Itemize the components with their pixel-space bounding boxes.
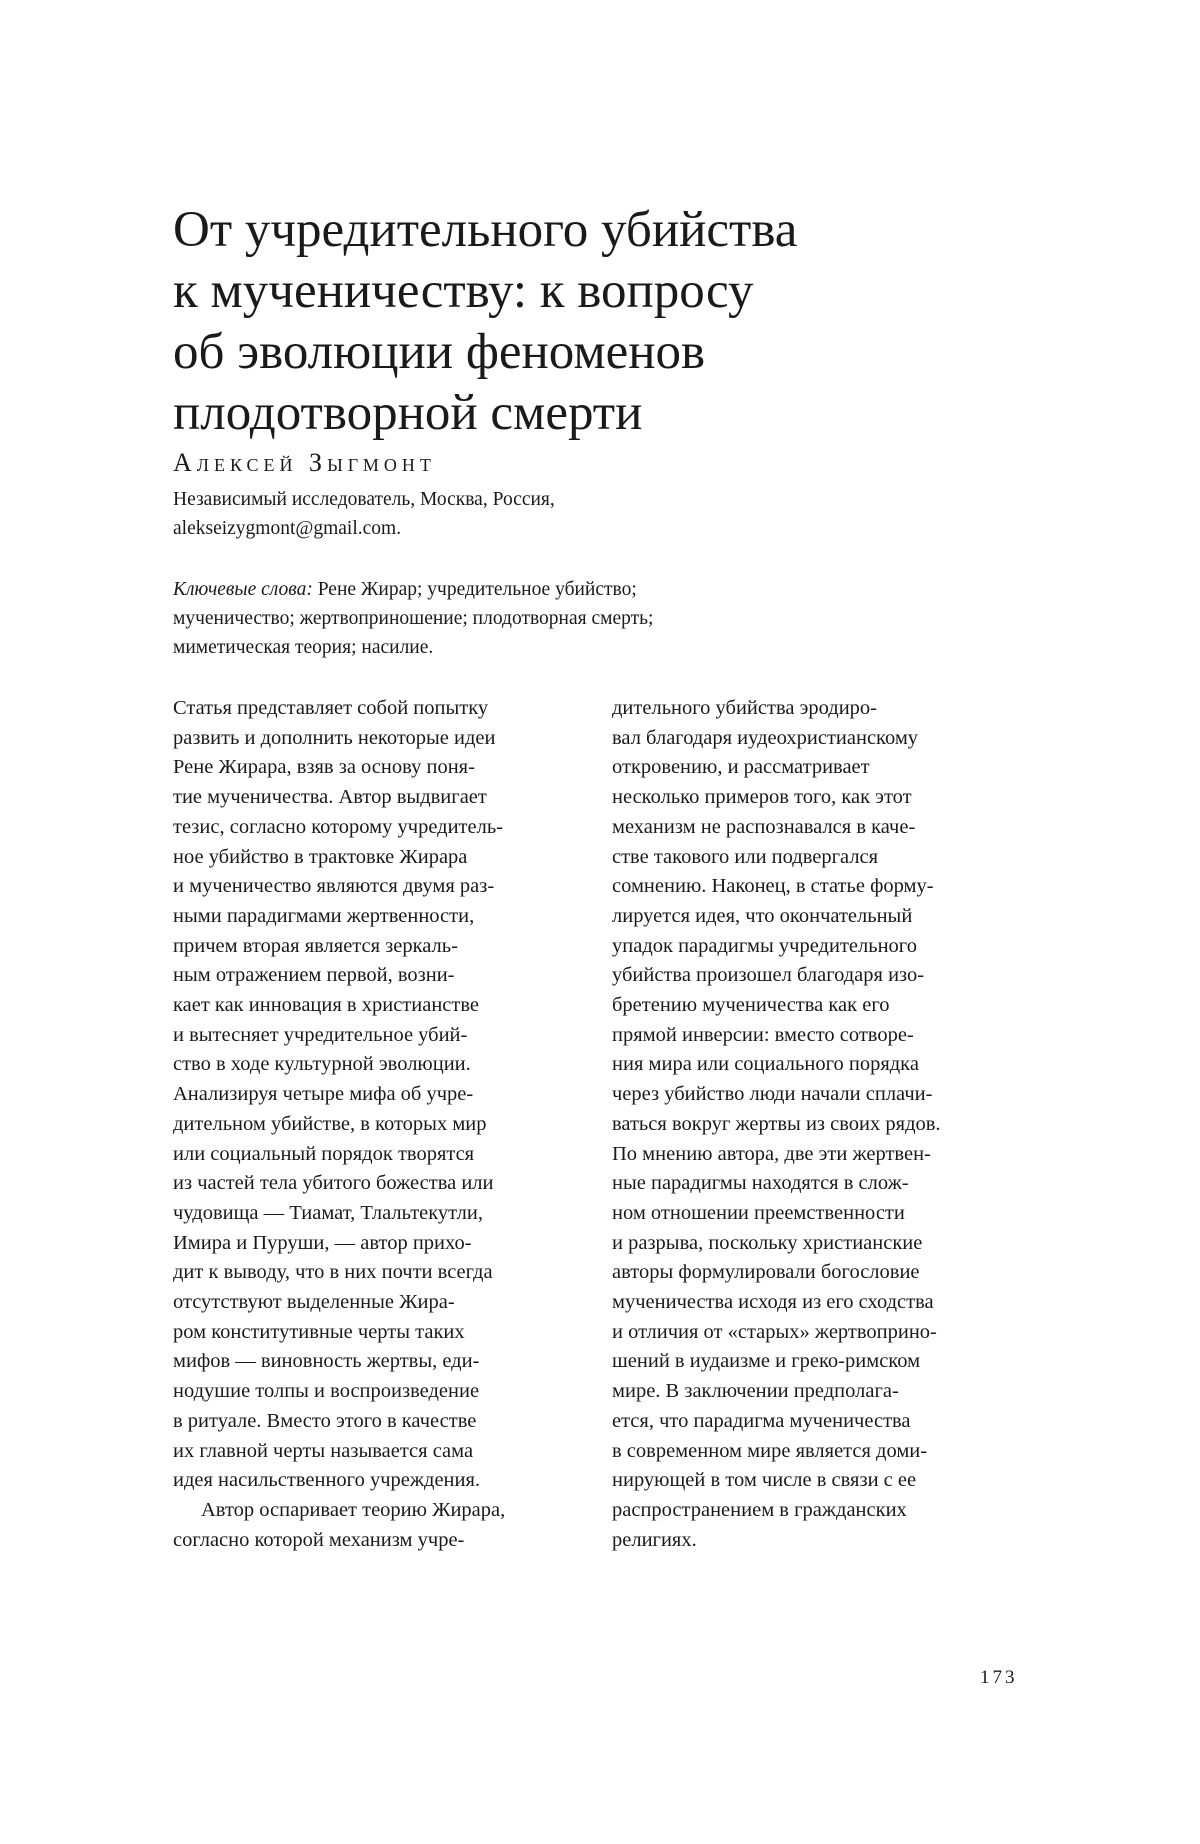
title-line: плодотворной смерти	[173, 385, 643, 441]
abstract-line: кает как инновация в христианстве	[173, 994, 480, 1017]
keywords-label: Ключевые слова:	[173, 579, 313, 600]
abstract-line: ным отражением первой, возни-	[173, 964, 455, 987]
abstract-line: мифов — виновность жертвы, еди-	[173, 1350, 480, 1373]
abstract-line: упадок парадигмы учредительного	[612, 934, 917, 957]
abstract-line: ется, что парадигма мученичества	[612, 1409, 911, 1432]
abstract-line: или социальный порядок творятся	[173, 1142, 475, 1165]
title-line: об эволюции феноменов	[173, 324, 706, 380]
abstract-line: и мученичество являются двумя раз-	[173, 875, 495, 898]
abstract-line: религиях.	[612, 1528, 697, 1551]
abstract-line: отсутствуют выделенные Жира-	[173, 1291, 455, 1314]
abstract-line: механизм не распознавался в каче-	[612, 815, 916, 838]
author-affiliation	[173, 485, 555, 543]
abstract-line: распространением в гражданских	[612, 1498, 907, 1521]
abstract-line: бретению мученичества как его	[612, 994, 890, 1017]
keywords-text: Рене Жирар; учредительное убийство;	[312, 579, 637, 600]
abstract-line: дительного убийства эродиро-	[612, 697, 878, 719]
keywords-line: миметическая теория; насилие.	[173, 637, 434, 658]
title-line: к мученичеству: к вопросу	[173, 263, 754, 319]
keywords-line: мученичество; жертвоприношение; плодотворная смерть;	[173, 608, 654, 629]
article-title	[173, 200, 933, 444]
abstract-line: стве такового или подвергался	[612, 845, 879, 868]
abstract-line: ния мира или социального порядка	[612, 1053, 919, 1076]
abstract-line: ваться вокруг жертвы из своих рядов.	[612, 1112, 941, 1135]
abstract-line: нирующей в том числе в связи с ее	[612, 1469, 917, 1492]
keywords-block	[173, 575, 653, 662]
abstract-line: Рене Жирара, взяв за основу поня-	[173, 756, 475, 779]
abstract-line: ство в ходе культурной эволюции.	[173, 1053, 471, 1076]
abstract-line: через убийство люди начали сплачи-	[612, 1083, 933, 1106]
abstract-line: развить и дополнить некоторые идеи	[173, 726, 496, 749]
abstract-line: их главной черты называется сама	[173, 1439, 474, 1462]
abstract-line: из частей тела убитого божества или	[173, 1172, 494, 1195]
abstract-line: мученичества исходя из его сходства	[612, 1291, 934, 1314]
abstract-line: шений в иудаизме и греко-римском	[612, 1350, 921, 1373]
abstract-line: ные парадигмы находятся в слож-	[612, 1172, 909, 1195]
abstract-line: дит к выводу, что в них почти всегда	[173, 1261, 493, 1284]
abstract-line: несколько примеров того, как этот	[612, 786, 912, 809]
abstract-line: вал благодаря иудеохристианскому	[612, 726, 919, 749]
abstract-line: тие мученичества. Автор выдвигает	[173, 786, 487, 809]
abstract-line: в ритуале. Вместо этого в качестве	[173, 1409, 477, 1432]
keywords-line	[173, 575, 653, 604]
abstract-line: откровению, и рассматривает	[612, 756, 870, 779]
author-email: alekseizygmont@gmail.com.	[173, 518, 402, 539]
abstract-line: лируется идея, что окончательный	[612, 904, 913, 927]
abstract-line: убийства произошел благодаря изо-	[612, 964, 925, 987]
title-line: От учредительного убийства	[173, 202, 798, 258]
abstract-line: нодушие толпы и воспроизведение	[173, 1380, 480, 1403]
abstract-line: мире. В заключении предполага-	[612, 1380, 899, 1403]
abstract-line: чудовища — Тиамат, Тлальтекутли,	[173, 1201, 483, 1224]
page-number: 173	[980, 1667, 1018, 1688]
abstract-line: и отличия от «старых» жертвоприно-	[612, 1320, 937, 1343]
abstract-line: авторы формулировали богословие	[612, 1261, 920, 1284]
abstract-line: и вытесняет учредительное убий-	[173, 1023, 468, 1046]
abstract-line: ном отношении преемственности	[612, 1201, 905, 1224]
abstract-line: в современном мире является доми-	[612, 1439, 928, 1462]
abstract-line: Статья представляет собой попытку	[173, 697, 489, 719]
abstract-line: причем вторая является зеркаль-	[173, 934, 458, 957]
affiliation-line: Независимый исследователь, Москва, Россия,	[173, 489, 555, 510]
abstract-line: прямой инверсии: вместо сотворе-	[612, 1023, 914, 1046]
abstract-right-column	[612, 694, 1032, 1555]
abstract-line: согласно которой механизм учре-	[173, 1528, 465, 1551]
abstract-line: идея насильственного учреждения.	[173, 1469, 481, 1492]
author-name: Алексей Зыгмонт	[173, 448, 436, 477]
abstract-line: ными парадигмами жертвенности,	[173, 904, 475, 927]
abstract-line: тезис, согласно которому учредитель-	[173, 815, 504, 838]
abstract-line: Анализируя четыре мифа об учре-	[173, 1083, 474, 1106]
abstract-line: По мнению автора, две эти жертвен-	[612, 1142, 931, 1165]
abstract-line: Имира и Пуруши, — автор прихо-	[173, 1231, 472, 1254]
paragraph-start-line: Автор оспаривает теорию Жирара,	[201, 1498, 506, 1521]
abstract-line: ное убийство в трактовке Жирара	[173, 845, 468, 868]
abstract-line: ром конститутивные черты таких	[173, 1320, 465, 1343]
abstract-line: и разрыва, поскольку христианские	[612, 1231, 923, 1254]
abstract-left-column	[173, 694, 593, 1555]
abstract-line: сомнению. Наконец, в статье форму-	[612, 875, 934, 898]
abstract-line: дительном убийстве, в которых мир	[173, 1112, 487, 1135]
